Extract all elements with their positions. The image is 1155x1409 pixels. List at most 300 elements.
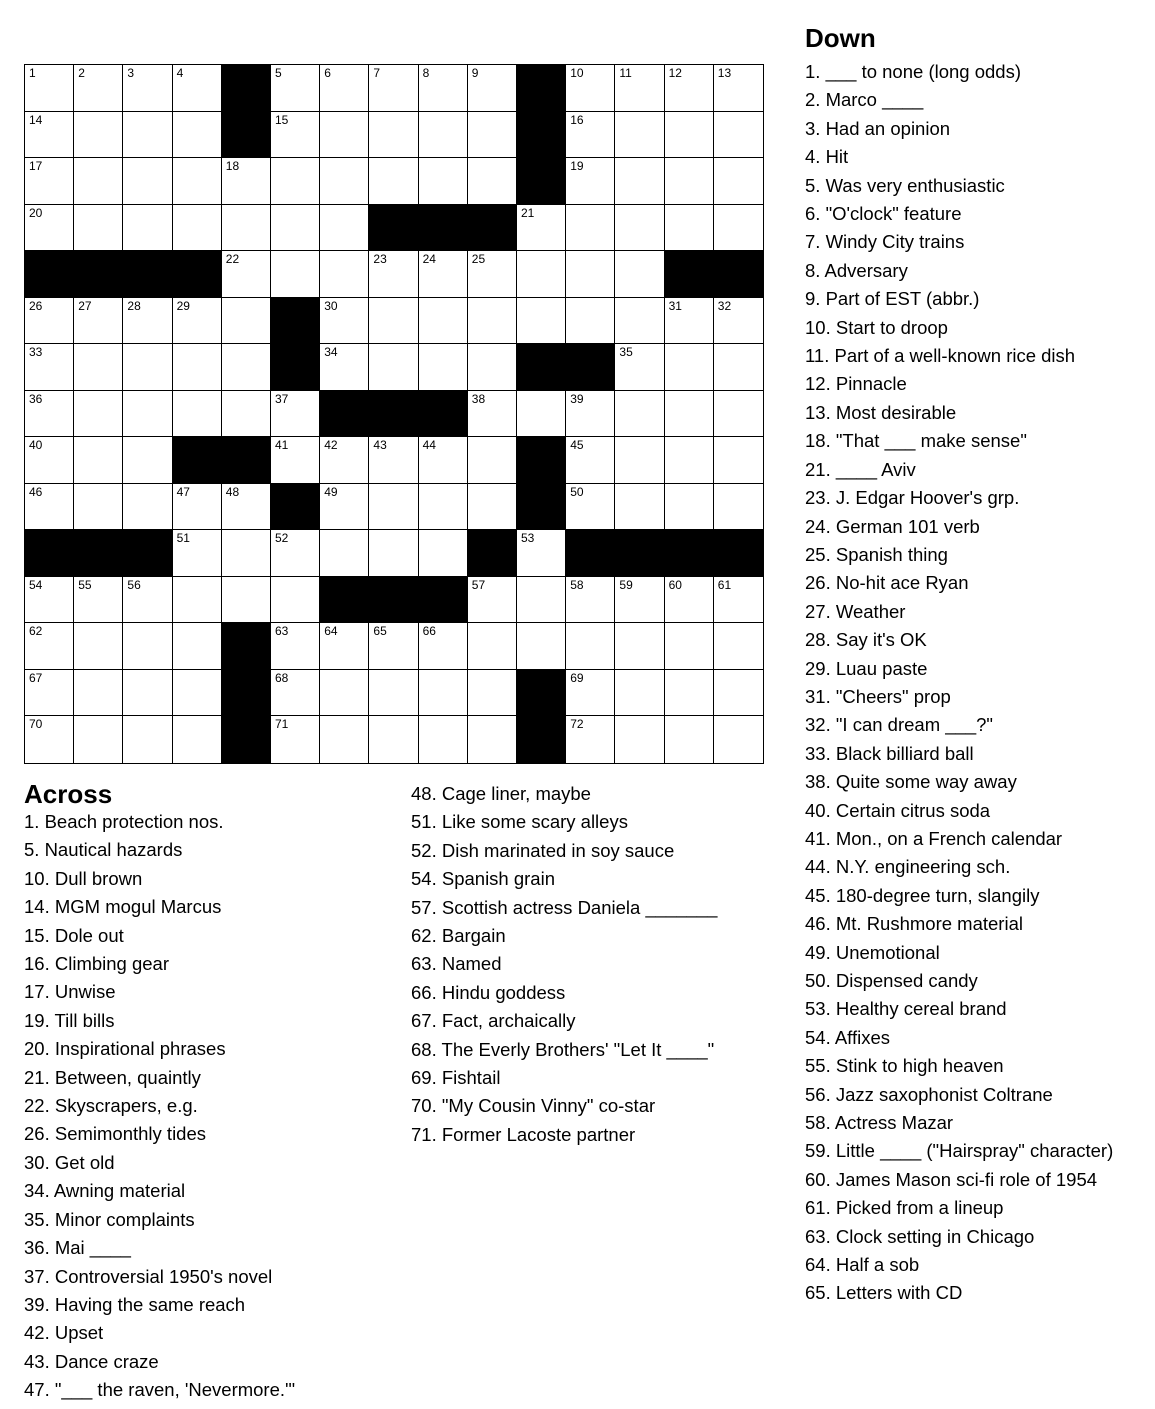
grid-cell[interactable] [320, 112, 369, 159]
grid-cell[interactable] [665, 484, 714, 531]
grid-cell[interactable] [665, 577, 714, 624]
grid-cell[interactable] [271, 623, 320, 670]
grid-cell[interactable] [74, 344, 123, 391]
clue-item[interactable]: 39. Having the same reach [24, 1293, 246, 1315]
grid-cell[interactable] [25, 437, 74, 484]
grid-cell[interactable] [566, 391, 615, 438]
clue-number: 32 [717, 298, 732, 313]
clue-item[interactable]: 65. Letters with CD [805, 1282, 963, 1304]
grid-cell[interactable] [714, 437, 763, 484]
grid-cell[interactable] [369, 251, 418, 298]
clue-item[interactable]: 17. Unwise [24, 981, 116, 1003]
clue-item[interactable]: 5. Nautical hazards [24, 839, 183, 861]
grid-cell[interactable] [566, 112, 615, 159]
clue-number: 65 [373, 624, 387, 639]
grid-cell[interactable] [320, 251, 369, 298]
grid-cell[interactable] [369, 530, 418, 577]
grid-cell[interactable] [566, 670, 615, 717]
clue-number: 24 [422, 252, 436, 267]
grid-cell[interactable] [419, 65, 468, 112]
clue-item[interactable]: 69. Fishtail [411, 1067, 501, 1089]
clue-item[interactable]: 21. Between, quaintly [24, 1066, 201, 1088]
grid-cell[interactable] [517, 530, 566, 577]
clue-item[interactable]: 1. Beach protection nos. [24, 811, 224, 832]
grid-cell[interactable] [222, 530, 271, 577]
grid-cell[interactable] [74, 205, 123, 252]
clue-item[interactable]: 24. German 101 verb [805, 515, 980, 537]
grid-cell[interactable] [566, 251, 615, 298]
clue-number: 37 [275, 391, 289, 406]
grid-cell[interactable] [173, 205, 222, 252]
grid-cell[interactable] [123, 391, 172, 438]
grid-cell[interactable] [271, 670, 320, 717]
grid-cell[interactable] [173, 716, 222, 763]
grid-cell[interactable] [517, 251, 566, 298]
grid-cell[interactable] [517, 205, 566, 252]
clue-item[interactable]: 63. Named [411, 953, 502, 975]
grid-cell[interactable] [468, 623, 517, 670]
clue-item[interactable]: 15. Dole out [24, 924, 124, 946]
grid-cell[interactable] [25, 298, 74, 345]
grid-cell[interactable] [615, 344, 664, 391]
grid-cell[interactable] [468, 437, 517, 484]
grid-cell[interactable] [615, 437, 664, 484]
grid-cell[interactable] [25, 112, 74, 159]
clue-item[interactable]: 45. 180-degree turn, slangily [805, 884, 1040, 906]
grid-cell[interactable] [123, 205, 172, 252]
grid-cell[interactable] [25, 623, 74, 670]
clue-item[interactable]: 49. Unemotional [805, 941, 940, 963]
clue-item[interactable]: 68. The Everly Brothers' "Let It ____" [411, 1038, 715, 1060]
clue-item[interactable]: 56. Jazz saxophonist Coltrane [805, 1083, 1053, 1105]
grid-cell[interactable] [714, 298, 763, 345]
grid-cell[interactable] [74, 391, 123, 438]
grid-cell[interactable] [271, 577, 320, 624]
grid-cell[interactable] [271, 205, 320, 252]
grid-cell[interactable] [25, 391, 74, 438]
clue-item[interactable]: 57. Scottish actress Daniela _______ [411, 896, 718, 918]
grid-cell[interactable] [468, 391, 517, 438]
grid-cell[interactable] [615, 251, 664, 298]
black-square [468, 530, 517, 577]
grid-cell[interactable] [74, 484, 123, 531]
grid-cell[interactable] [468, 670, 517, 717]
grid-cell[interactable] [468, 577, 517, 624]
grid-cell[interactable] [419, 623, 468, 670]
clue-item[interactable]: 53. Healthy cereal brand [805, 998, 1007, 1020]
black-square [566, 530, 615, 577]
grid-cell[interactable] [714, 158, 763, 205]
grid-cell[interactable] [714, 205, 763, 252]
clue-number: 19 [570, 159, 584, 174]
grid-cell[interactable] [566, 577, 615, 624]
clue-item[interactable]: 54. Affixes [805, 1026, 891, 1048]
clue-number: 9 [471, 66, 479, 80]
grid-cell[interactable] [222, 251, 271, 298]
grid-cell[interactable] [419, 112, 468, 159]
clue-item[interactable]: 32. "I can dream ___?" [805, 714, 993, 736]
clue-item[interactable]: 6. "O'clock" feature [805, 203, 962, 225]
grid-cell[interactable] [665, 391, 714, 438]
clue-item[interactable]: 66. Hindu goddess [411, 981, 566, 1003]
clue-item[interactable]: 20. Inspirational phrases [24, 1038, 226, 1060]
grid-cell[interactable] [74, 158, 123, 205]
grid-cell[interactable] [222, 298, 271, 345]
grid-cell[interactable] [714, 391, 763, 438]
grid-cell[interactable] [615, 205, 664, 252]
grid-cell[interactable] [25, 205, 74, 252]
clue-number: 55 [78, 577, 92, 592]
clue-item[interactable]: 14. MGM mogul Marcus [24, 896, 222, 918]
grid-cell[interactable] [566, 298, 615, 345]
grid-cell[interactable] [173, 65, 222, 112]
grid-cell[interactable] [615, 298, 664, 345]
grid-cell[interactable] [173, 158, 222, 205]
clue-item[interactable]: 50. Dispensed candy [805, 970, 978, 991]
grid-cell[interactable] [615, 577, 664, 624]
grid-cell[interactable] [320, 437, 369, 484]
grid-cell[interactable] [271, 65, 320, 112]
clue-item[interactable]: 43. Dance craze [24, 1350, 159, 1372]
grid-cell[interactable] [615, 623, 664, 670]
clue-number: 34 [324, 345, 338, 360]
grid-cell[interactable] [271, 716, 320, 763]
clue-item[interactable]: 12. Pinnacle [805, 373, 907, 395]
grid-cell[interactable] [123, 158, 172, 205]
clue-item[interactable]: 7. Windy City trains [805, 231, 965, 253]
clue-item[interactable]: 18. "That ___ make sense" [805, 430, 1027, 452]
clue-item[interactable]: 28. Say it's OK [805, 629, 927, 651]
grid-cell[interactable] [615, 65, 664, 112]
grid-cell[interactable] [566, 158, 615, 205]
grid-cell[interactable] [173, 391, 222, 438]
clue-number: 54 [29, 577, 43, 592]
grid-cell[interactable] [419, 344, 468, 391]
grid-cell[interactable] [173, 484, 222, 531]
clue-item[interactable]: 54. Spanish grain [411, 868, 555, 890]
grid-cell[interactable] [271, 391, 320, 438]
black-square [665, 251, 714, 298]
grid-cell[interactable] [714, 716, 763, 763]
grid-cell[interactable] [468, 344, 517, 391]
grid-cell[interactable] [123, 112, 172, 159]
clue-item[interactable]: 4. Hit [805, 146, 849, 168]
grid-cell[interactable] [271, 437, 320, 484]
black-square [222, 112, 271, 159]
clue-item[interactable]: 19. Till bills [24, 1009, 115, 1031]
clue-item[interactable]: 3. Had an opinion [805, 117, 951, 139]
grid-cell[interactable] [665, 298, 714, 345]
grid-cell[interactable] [665, 158, 714, 205]
clue-number: 51 [176, 531, 190, 546]
grid-cell[interactable] [320, 530, 369, 577]
grid-cell[interactable] [665, 670, 714, 717]
across-clue-list-column-2 [411, 780, 717, 1149]
clue-item[interactable]: 60. James Mason sci-fi role of 1954 [805, 1168, 1098, 1190]
clue-number: 23 [373, 252, 387, 267]
clue-item[interactable]: 1. ___ to none (long odds) [805, 61, 1021, 82]
grid-cell[interactable] [123, 344, 172, 391]
clue-item[interactable]: 64. Half a sob [805, 1254, 920, 1276]
clue-number: 36 [29, 391, 43, 406]
grid-cell[interactable] [25, 716, 74, 763]
clue-item[interactable]: 11. Part of a well-known rice dish [805, 345, 1076, 367]
grid-cell[interactable] [222, 391, 271, 438]
clue-item[interactable]: 16. Climbing gear [24, 953, 169, 975]
clue-item[interactable]: 8. Adversary [805, 259, 908, 281]
black-square [369, 205, 418, 252]
grid-cell[interactable] [419, 530, 468, 577]
grid-cell[interactable] [123, 437, 172, 484]
grid-cell[interactable] [173, 577, 222, 624]
grid-cell[interactable] [419, 251, 468, 298]
grid-cell[interactable] [615, 112, 664, 159]
grid-cell[interactable] [173, 298, 222, 345]
grid-cell[interactable] [665, 65, 714, 112]
grid-cell[interactable] [123, 298, 172, 345]
clue-item[interactable]: 36. Mai ____ [24, 1237, 131, 1259]
grid-cell[interactable] [665, 112, 714, 159]
clue-item[interactable]: 42. Upset [24, 1322, 104, 1344]
grid-cell[interactable] [74, 716, 123, 763]
grid-cell[interactable] [665, 344, 714, 391]
grid-cell[interactable] [615, 484, 664, 531]
clue-item[interactable]: 13. Most desirable [805, 401, 957, 423]
clue-item[interactable]: 33. Black billiard ball [805, 742, 974, 764]
grid-cell[interactable] [665, 716, 714, 763]
grid-cell[interactable] [123, 623, 172, 670]
grid-cell[interactable] [123, 670, 172, 717]
grid-cell[interactable] [369, 298, 418, 345]
clue-number: 66 [422, 624, 436, 639]
grid-cell[interactable] [320, 623, 369, 670]
grid-cell[interactable] [468, 484, 517, 531]
grid-cell[interactable] [222, 484, 271, 531]
clue-item[interactable]: 51. Like some scary alleys [411, 811, 628, 833]
clue-item[interactable]: 67. Fact, archaically [411, 1010, 576, 1032]
crossword-grid [24, 64, 764, 764]
grid-cell[interactable] [25, 65, 74, 112]
grid-cell[interactable] [615, 670, 664, 717]
clue-item[interactable]: 22. Skyscrapers, e.g. [24, 1095, 198, 1117]
black-square [665, 530, 714, 577]
clue-item[interactable]: 44. N.Y. engineering sch. [805, 856, 1011, 878]
clue-item[interactable]: 30. Get old [24, 1151, 115, 1173]
grid-cell[interactable] [566, 623, 615, 670]
clue-item[interactable]: 34. Awning material [24, 1180, 186, 1202]
black-square [271, 298, 320, 345]
grid-cell[interactable] [468, 251, 517, 298]
clue-number: 67 [29, 670, 43, 685]
grid-cell[interactable] [123, 577, 172, 624]
clue-item[interactable]: 70. "My Cousin Vinny" co-star [411, 1095, 656, 1117]
grid-cell[interactable] [369, 158, 418, 205]
grid-cell[interactable] [369, 623, 418, 670]
grid-cell[interactable] [173, 344, 222, 391]
grid-cell[interactable] [173, 112, 222, 159]
grid-cell[interactable] [468, 298, 517, 345]
grid-cell[interactable] [173, 670, 222, 717]
clue-item[interactable]: 58. Actress Mazar [805, 1112, 954, 1134]
grid-cell[interactable] [222, 577, 271, 624]
grid-cell[interactable] [25, 577, 74, 624]
clue-item[interactable]: 62. Bargain [411, 925, 506, 947]
clue-item[interactable]: 61. Picked from a lineup [805, 1197, 1004, 1219]
grid-cell[interactable] [714, 623, 763, 670]
grid-cell[interactable] [25, 158, 74, 205]
grid-cell[interactable] [173, 530, 222, 577]
grid-cell[interactable] [714, 112, 763, 159]
grid-cell[interactable] [123, 65, 172, 112]
grid-cell[interactable] [271, 112, 320, 159]
clue-item[interactable]: 52. Dish marinated in soy sauce [411, 839, 675, 861]
grid-cell[interactable] [419, 298, 468, 345]
grid-cell[interactable] [222, 344, 271, 391]
clue-number: 16 [570, 112, 584, 127]
grid-cell[interactable] [25, 344, 74, 391]
black-square [714, 530, 763, 577]
grid-cell[interactable] [25, 484, 74, 531]
clue-item[interactable]: 35. Minor complaints [24, 1208, 195, 1230]
grid-cell[interactable] [714, 484, 763, 531]
grid-cell[interactable] [74, 298, 123, 345]
black-square [419, 205, 468, 252]
clue-item[interactable]: 2. Marco ____ [805, 89, 924, 111]
clue-item[interactable]: 25. Spanish thing [805, 543, 948, 565]
clue-number: 49 [324, 484, 338, 499]
grid-cell[interactable] [517, 298, 566, 345]
clue-number: 60 [668, 577, 682, 592]
grid-cell[interactable] [320, 158, 369, 205]
clue-number: 15 [275, 112, 289, 127]
grid-cell[interactable] [320, 298, 369, 345]
grid-cell[interactable] [271, 530, 320, 577]
clue-item[interactable]: 26. No-hit ace Ryan [805, 572, 969, 594]
grid-cell[interactable] [665, 437, 714, 484]
grid-cell[interactable] [74, 577, 123, 624]
black-square [517, 484, 566, 531]
grid-cell[interactable] [320, 205, 369, 252]
clue-item[interactable]: 48. Cage liner, maybe [411, 783, 591, 804]
grid-cell[interactable] [271, 251, 320, 298]
grid-cell[interactable] [320, 65, 369, 112]
grid-cell[interactable] [222, 205, 271, 252]
grid-cell[interactable] [517, 623, 566, 670]
clue-item[interactable]: 41. Mon., on a French calendar [805, 827, 1063, 849]
grid-cell[interactable] [419, 437, 468, 484]
grid-cell[interactable] [222, 158, 271, 205]
grid-cell[interactable] [566, 437, 615, 484]
grid-cell[interactable] [468, 65, 517, 112]
grid-cell[interactable] [665, 623, 714, 670]
clue-number: 44 [422, 438, 436, 453]
clue-number: 13 [717, 66, 732, 80]
grid-cell[interactable] [714, 65, 763, 112]
grid-cell[interactable] [615, 158, 664, 205]
grid-cell[interactable] [566, 716, 615, 763]
grid-cell[interactable] [320, 670, 369, 717]
grid-cell[interactable] [419, 716, 468, 763]
grid-cell[interactable] [123, 716, 172, 763]
grid-cell[interactable] [714, 577, 763, 624]
grid-cell[interactable] [74, 437, 123, 484]
grid-cell[interactable] [468, 716, 517, 763]
grid-cell[interactable] [173, 623, 222, 670]
grid-cell[interactable] [615, 391, 664, 438]
clue-item[interactable]: 27. Weather [805, 600, 906, 622]
grid-cell[interactable] [25, 670, 74, 717]
clue-item[interactable]: 31. "Cheers" prop [805, 685, 951, 707]
grid-cell[interactable] [369, 716, 418, 763]
black-square [419, 577, 468, 624]
grid-cell[interactable] [271, 158, 320, 205]
grid-cell[interactable] [468, 112, 517, 159]
grid-cell[interactable] [419, 670, 468, 717]
grid-cell[interactable] [468, 158, 517, 205]
grid-cell[interactable] [714, 344, 763, 391]
grid-cell[interactable] [517, 577, 566, 624]
clue-number: 53 [521, 531, 535, 546]
clue-item[interactable]: 55. Stink to high heaven [805, 1055, 1004, 1077]
clue-item[interactable]: 40. Certain citrus soda [805, 799, 991, 821]
grid-cell[interactable] [320, 484, 369, 531]
grid-cell[interactable] [566, 484, 615, 531]
grid-cell[interactable] [419, 158, 468, 205]
grid-cell[interactable] [369, 670, 418, 717]
grid-cell[interactable] [665, 205, 714, 252]
grid-cell[interactable] [74, 623, 123, 670]
clue-number: 52 [275, 531, 289, 546]
grid-cell[interactable] [517, 391, 566, 438]
grid-cell[interactable] [74, 670, 123, 717]
black-square [615, 530, 664, 577]
grid-cell[interactable] [320, 344, 369, 391]
grid-cell[interactable] [566, 205, 615, 252]
grid-cell[interactable] [74, 65, 123, 112]
grid-cell[interactable] [320, 716, 369, 763]
clue-item[interactable]: 29. Luau paste [805, 657, 928, 679]
clue-item[interactable]: 10. Dull brown [24, 867, 143, 889]
grid-cell[interactable] [714, 670, 763, 717]
clue-number: 18 [225, 159, 240, 174]
clue-number: 30 [324, 298, 338, 313]
clue-item[interactable]: 9. Part of EST (abbr.) [805, 288, 980, 310]
clue-item[interactable]: 10. Start to droop [805, 316, 948, 338]
clue-number: 46 [29, 484, 43, 499]
clue-item[interactable]: 59. Little ____ ("Hairspray" character) [805, 1140, 1114, 1162]
clue-item[interactable]: 46. Mt. Rushmore material [805, 913, 1023, 935]
grid-cell[interactable] [369, 112, 418, 159]
grid-cell[interactable] [615, 716, 664, 763]
clue-item[interactable]: 63. Clock setting in Chicago [805, 1225, 1035, 1247]
clue-item[interactable]: 23. J. Edgar Hoover's grp. [805, 487, 1020, 509]
grid-cell[interactable] [566, 65, 615, 112]
clue-item[interactable]: 38. Quite some way away [805, 771, 1017, 793]
clue-item[interactable]: 37. Controversial 1950's novel [24, 1265, 273, 1287]
grid-cell[interactable] [74, 112, 123, 159]
clue-item[interactable]: 21. ____ Aviv [805, 458, 916, 480]
clue-item[interactable]: 47. "___ the raven, 'Nevermore.'" [24, 1379, 296, 1401]
grid-cell[interactable] [369, 65, 418, 112]
clue-item[interactable]: 71. Former Lacoste partner [411, 1123, 636, 1145]
grid-cell[interactable] [369, 484, 418, 531]
grid-cell[interactable] [369, 344, 418, 391]
clue-item[interactable]: 26. Semimonthly tides [24, 1123, 207, 1145]
grid-cell[interactable] [419, 484, 468, 531]
grid-cell[interactable] [369, 437, 418, 484]
grid-cell[interactable] [123, 484, 172, 531]
clue-item[interactable]: 5. Was very enthusiastic [805, 174, 1005, 196]
